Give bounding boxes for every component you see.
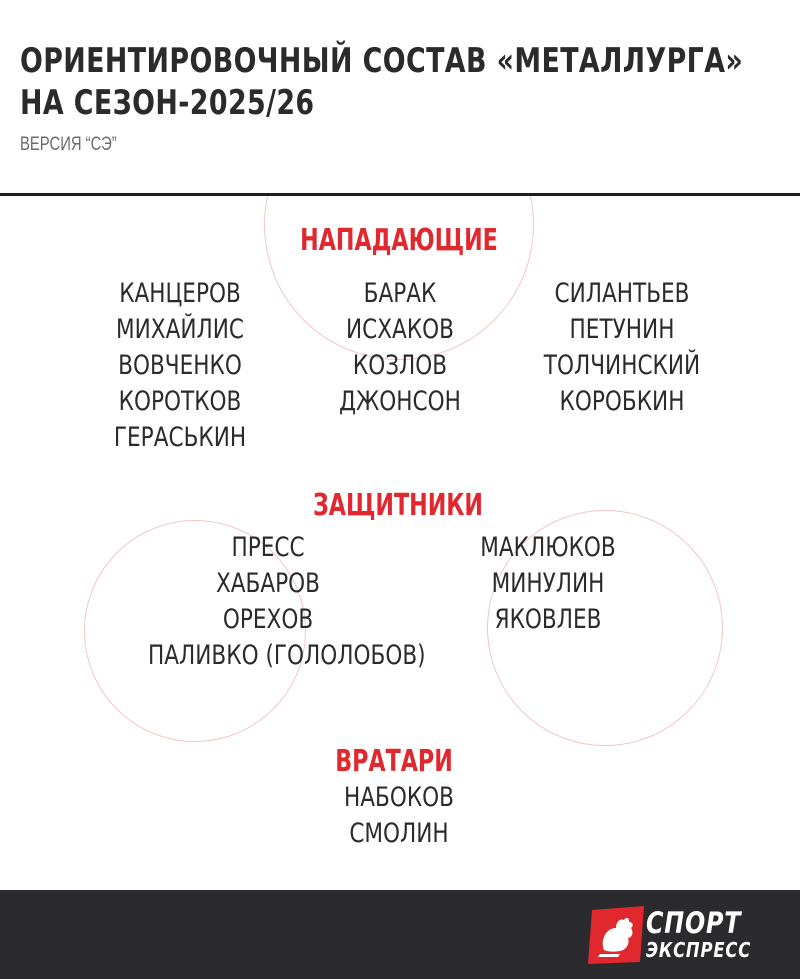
- player-name: ЯКОВЛЕВ: [494, 604, 602, 635]
- goalies-heading: ВРАТАРИ: [335, 744, 453, 779]
- player-name: КОРОБКИН: [559, 386, 685, 417]
- player-name: МИХАЙЛИС: [115, 314, 244, 345]
- player-name: СИЛАНТЬЕВ: [554, 278, 690, 309]
- logo-text-line-2: ЭКСПРЕСС: [646, 938, 752, 962]
- title-line-1: ОРИЕНТИРОВОЧНЫЙ СОСТАВ «МЕТАЛЛУРГА»: [20, 41, 744, 81]
- page-title: [20, 40, 743, 124]
- player-name: КАНЦЕРОВ: [119, 278, 241, 309]
- header-divider: [0, 193, 800, 196]
- player-name: МИНУЛИН: [491, 568, 605, 599]
- player-name: СМОЛИН: [349, 818, 449, 849]
- forwards-column-3: [472, 276, 772, 420]
- subtitle: ВЕРСИЯ “СЭ”: [20, 134, 117, 155]
- defense-column-2: [398, 530, 698, 638]
- player-name: БАРАК: [363, 278, 437, 309]
- player-name: ТОЛЧИНСКИЙ: [543, 350, 701, 381]
- player-name: ПРЕСС: [231, 532, 305, 563]
- forwards-heading: НАПАДАЮЩИЕ: [300, 223, 498, 258]
- player-name: КОРОТКОВ: [118, 386, 242, 417]
- header: [0, 0, 800, 193]
- defense-column-1: [118, 530, 426, 674]
- player-name: ОРЕХОВ: [222, 604, 314, 635]
- player-name: КОЗЛОВ: [352, 350, 448, 381]
- player-name: ХАБАРОВ: [215, 568, 321, 599]
- player-name: ВОВЧЕНКО: [118, 350, 242, 381]
- goalies-column: [249, 780, 549, 852]
- player-name: ИСХАКОВ: [346, 314, 454, 345]
- logo-text-line-1: СПОРТ: [646, 906, 742, 940]
- player-name: ГЕРАСЬКИН: [113, 422, 247, 453]
- player-name: МАКЛЮКОВ: [480, 532, 616, 563]
- title-line-2: НА СЕЗОН-2025/26: [20, 83, 315, 123]
- defense-heading: ЗАЩИТНИКИ: [313, 488, 483, 523]
- player-name: ПЕТУНИН: [569, 314, 675, 345]
- player-name: ДЖОНСОН: [339, 386, 461, 417]
- player-name: ПАЛИВКО (ГОЛОЛОБОВ): [148, 640, 426, 671]
- player-name: НАБОКОВ: [344, 782, 454, 813]
